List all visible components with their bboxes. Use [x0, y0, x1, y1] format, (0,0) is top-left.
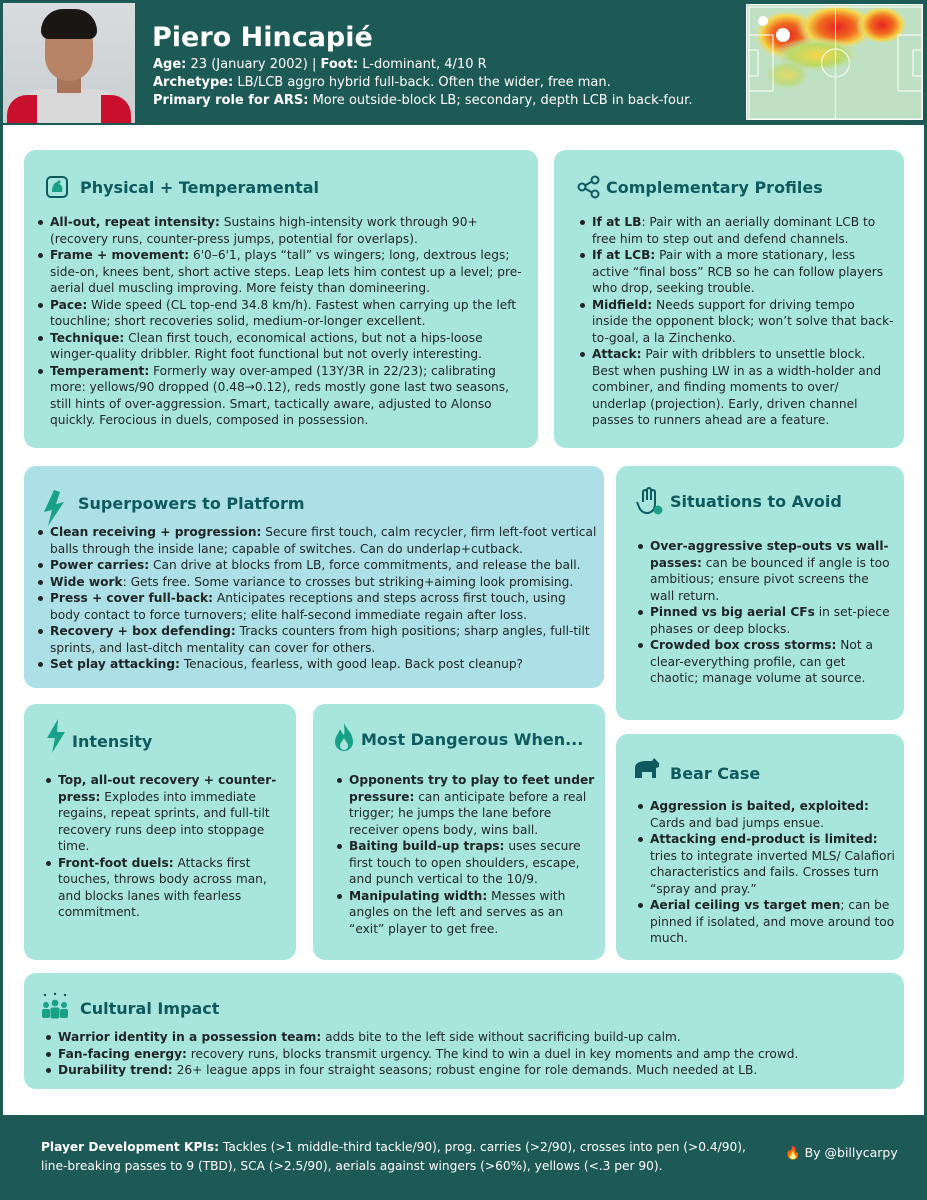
card-title: Situations to Avoid	[670, 492, 842, 511]
list-item: Clean receiving + progression: Secure first touch, calm recycler, firm left-foot vertical balls through the inside lane; capable of switches. Can do underlap+cutback.	[34, 524, 598, 557]
card-title: Complementary Profiles	[606, 178, 823, 197]
list-item: Attack: Pair with dribblers to unsettle block. Best when pushing LW in as a width-holder and combiner, and finding moments to over/ underlap (projection). Early, driven channel passes to runners ahead are a feature.	[576, 346, 894, 429]
list-item: Pace: Wide speed (CL top-end 34.8 km/h). Fastest when carrying up the left touchline; short recoveries solid, medium-or-longer excellent.	[34, 297, 524, 330]
player-photo	[3, 3, 135, 123]
card-intensity	[24, 704, 296, 960]
flame-emoji-icon: 🔥	[785, 1145, 801, 1160]
card-title: Most Dangerous When...	[361, 730, 584, 749]
list-item: Attacking end-product is limited: tries to integrate inverted MLS/ Calafiori characteristics and fails. Crosses turn “spray and pray.”	[634, 831, 896, 897]
superpowers-list	[34, 524, 598, 673]
list-item: Over-aggressive step-outs vs wall-passes: can be bounced if angle is too ambitious; ensure pivot screens the wall return.	[634, 538, 896, 604]
list-item: If at LCB: Pair with a more stationary, less active “final boss” RCB so he can follow players who drop, seeking trouble.	[576, 247, 894, 297]
list-item: Press + cover full-back: Anticipates receptions and steps across first touch, using body contact to force turnovers; elite half-second immediate regain after loss.	[34, 590, 598, 623]
list-item: Aerial ceiling vs target men; can be pinned if isolated, and move around too much.	[634, 897, 896, 947]
card-bear-case	[616, 734, 904, 960]
card-physical-temperamental	[24, 150, 538, 448]
card-superpowers	[24, 466, 604, 688]
list-item: Frame + movement: 6'0–6'1, plays “tall” vs wingers; long, dextrous legs; side-on, knees bent, short active steps. Leap lets him contest up a level; pre-aerial duel muscling improving. More feisty than domineering.	[34, 247, 524, 297]
cultural-list	[42, 1029, 898, 1079]
superhero-icon	[40, 488, 68, 528]
list-item: Durability trend: 26+ league apps in four straight seasons; robust engine for role demands. Much needed at LB.	[42, 1062, 898, 1079]
list-item: All-out, repeat intensity: Sustains high-intensity work through 90+ (recovery runs, counter-press jumps, potential for overlaps).	[34, 214, 524, 247]
list-item: If at LB: Pair with an aerially dominant LCB to free him to step out and defend channels.	[576, 214, 894, 247]
card-title: Superpowers to Platform	[78, 494, 305, 513]
card-title: Bear Case	[670, 764, 761, 783]
list-item: Front-foot duels: Attacks first touches, throws body across man, and blocks lanes with fearless commitment.	[42, 855, 288, 921]
age-foot-line: Age: 23 (January 2002) | Foot: L-dominant, 4/10 R	[153, 57, 487, 72]
crowd-icon	[40, 991, 70, 1021]
list-item: Wide work: Gets free. Some variance to crosses but striking+aiming look promising.	[34, 574, 598, 591]
physical-list	[34, 214, 524, 429]
list-item: Technique: Clean first touch, economical actions, but not a hips-loose winger-quality dribbler. Right foot functional but not overly interesting.	[34, 330, 524, 363]
list-item: Baiting build-up traps: uses secure first touch to open shoulders, escape, and punch vertical to the 10/9.	[333, 838, 597, 888]
intensity-list	[42, 772, 288, 921]
flame-icon	[333, 722, 355, 754]
list-item: Aggression is baited, exploited: Cards and bad jumps ensue.	[634, 798, 896, 831]
list-item: Power carries: Can drive at blocks from LB, force commitments, and release the ball.	[34, 557, 598, 574]
list-item: Opponents try to play to feet under pressure: can anticipate before a real trigger; he jumps the lane before receiver opens body, wins ball.	[333, 772, 597, 838]
card-title: Physical + Temperamental	[80, 178, 320, 197]
author-credit[interactable]: 🔥 By @billycarpy	[785, 1145, 898, 1160]
list-item: Manipulating width: Messes with angles on the left and serves as an “exit” player to get free.	[333, 888, 597, 938]
list-item: Set play attacking: Tenacious, fearless, with good leap. Back post cleanup?	[34, 656, 598, 673]
list-item: Crowded box cross storms: Not a clear-everything profile, can get chaotic; manage volume at source.	[634, 637, 896, 687]
list-item: Warrior identity in a possession team: adds bite to the left side without sacrificing build-up calm.	[42, 1029, 898, 1046]
stop-hand-icon	[636, 486, 664, 516]
primary-role-line: Primary role for ARS: More outside-block LB; secondary, depth LCB in back-four.	[153, 93, 693, 108]
card-title: Cultural Impact	[80, 999, 220, 1018]
archetype-line: Archetype: LB/LCB aggro hybrid full-back. Often the wider, free man.	[153, 75, 611, 90]
dangerous-list	[333, 772, 597, 937]
player-name: Piero Hincapié	[152, 22, 373, 53]
card-situations-to-avoid	[616, 466, 904, 720]
kpi-text: Player Development KPIs: Tackles (>1 middle-third tackle/90), prog. carries (>2/90), crosses into pen (>0.4/90), line-breaking passes to 9 (TBD), SCA (>2.5/90), aerials against wingers (>60%), yellows (<.3 per 90).	[41, 1140, 746, 1173]
complementary-list	[576, 214, 894, 429]
list-item: Fan-facing energy: recovery runs, blocks transmit urgency. The kind to win a duel in key moments and amp the crowd.	[42, 1046, 898, 1063]
list-item: Temperament: Formerly way over-amped (13Y/3R in 22/23); calibrating more: yellows/90 dropped (0.48→0.12), reds mostly gone last two seasons, still hints of over-aggression. Smart, tactically aware, adjusted to Alonso quickly. Ferocious in duels, composed in possession.	[34, 363, 524, 429]
footer	[0, 1115, 927, 1200]
avoid-list	[634, 538, 896, 687]
heatmap-pitch	[746, 4, 923, 120]
list-item: Top, all-out recovery + counter-press: Explodes into immediate regains, repeat sprints, and full-tilt recovery runs deep into stoppage time.	[42, 772, 288, 855]
card-title: Intensity	[72, 732, 153, 751]
list-item: Pinned vs big aerial CFs in set-piece phases or deep blocks.	[634, 604, 896, 637]
bear-list	[634, 798, 896, 947]
card-complementary-profiles	[554, 150, 904, 448]
card-cultural-impact	[24, 973, 904, 1089]
card-most-dangerous	[313, 704, 605, 960]
share-nodes-icon	[576, 174, 602, 200]
flexed-arm-icon	[44, 174, 70, 200]
list-item: Recovery + box defending: Tracks counters from high positions; sharp angles, full-tilt sprints, and last-ditch mentality can cover for others.	[34, 623, 598, 656]
bear-icon	[632, 754, 662, 782]
list-item: Midfield: Needs support for driving tempo inside the opponent block; won’t solve that back-to-goal, a la Zinchenko.	[576, 297, 894, 347]
lightning-icon	[44, 718, 68, 754]
header	[0, 0, 927, 125]
